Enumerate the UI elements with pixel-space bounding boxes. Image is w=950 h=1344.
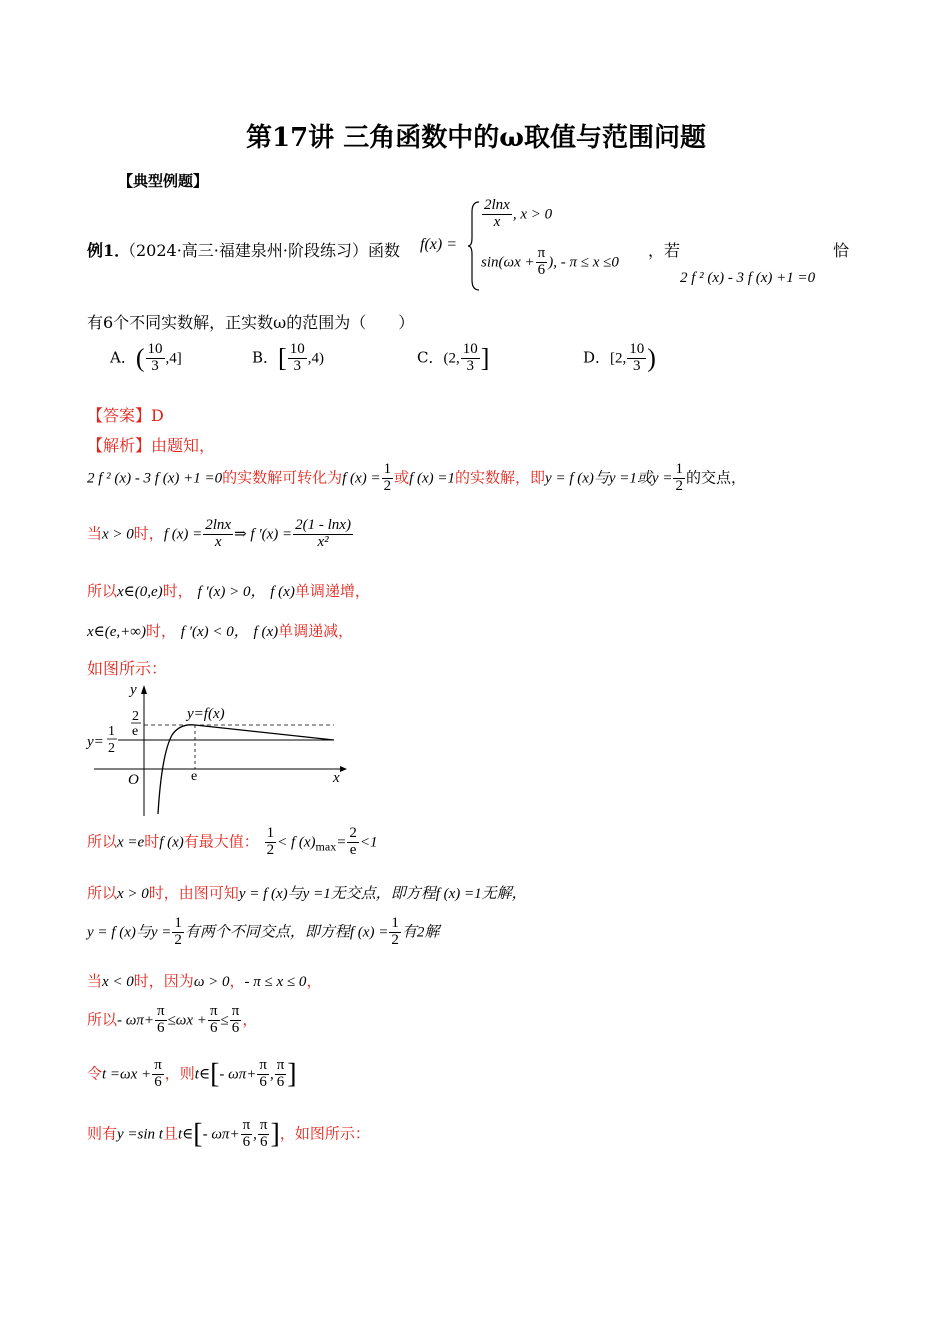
l12-pi-b: π xyxy=(259,1117,268,1133)
l6-sub: max xyxy=(315,839,337,854)
analysis-line-12: 则有y =sin t且t∈[- ωπ+ $\frac{\pi}{6}$ , $\frac{\pi}{6}$ ]，如图所示： xyxy=(87,1117,370,1150)
l10-a: 所以 xyxy=(87,1010,118,1029)
l2-imp: ⇒ f ′(x) = xyxy=(234,526,293,543)
l3-dom: x∈(0,e) xyxy=(117,584,163,600)
l1-two: 2 xyxy=(383,477,392,494)
equation: 2 f ² (x) - 3 f (x) +1 =0 xyxy=(680,270,816,286)
l1-or: 或 xyxy=(394,468,410,487)
option-d[interactable] xyxy=(583,342,656,375)
l12-d: t∈ xyxy=(177,1126,194,1143)
section-heading: 【典型例题】 xyxy=(118,172,209,190)
analysis-line-6 xyxy=(87,826,377,859)
l1-y-two: 2 xyxy=(675,477,683,494)
analysis-line-3 xyxy=(87,580,370,601)
l8-c: 有2解 xyxy=(401,924,440,941)
option-c-right: ] xyxy=(480,343,490,373)
case1 xyxy=(481,198,552,231)
option-b-right: ,4) xyxy=(307,350,324,367)
y-axis-label: y xyxy=(130,682,137,698)
l6-ineq: < f (x) xyxy=(277,834,316,851)
exactly-text: 恰 xyxy=(833,241,850,260)
l7-a: 所以 xyxy=(87,884,118,902)
l1-fx: f (x) = xyxy=(342,470,381,487)
l6-two-b: 2 xyxy=(349,825,357,841)
option-a-right: ,4] xyxy=(165,350,182,367)
case2 xyxy=(481,246,619,279)
answer: 【答案】D xyxy=(87,406,164,425)
l6-shi: 时 xyxy=(144,832,160,851)
l11-a: 令 xyxy=(87,1064,103,1083)
l11-pi-b: π xyxy=(259,1057,267,1073)
half-den: 2 xyxy=(108,741,115,756)
case2-six: 6 xyxy=(537,261,546,278)
l6-f: f (x) xyxy=(159,834,184,851)
l12-f: ，如图所示： xyxy=(279,1124,370,1143)
l11-six-b: 6 xyxy=(259,1073,267,1090)
max-den: e xyxy=(132,724,139,739)
option-c-label: C． xyxy=(417,348,444,367)
l9-c: 时，因为 xyxy=(133,972,194,990)
l7-d: y = f (x)与y =1无交点，即方程f (x) =1无解， xyxy=(238,886,527,902)
option-b-left: [ xyxy=(278,343,287,373)
question-text: 有6个不同实数解，正实数ω的范围为（ ） xyxy=(87,313,415,332)
option-b-num: 10 xyxy=(289,341,305,357)
curve-label: y=f(x) xyxy=(187,706,225,722)
l9-a: 当 xyxy=(87,972,103,990)
l2-when: 当 xyxy=(87,524,103,543)
l6-lt: <1 xyxy=(359,834,378,851)
l6-e: e xyxy=(349,841,357,858)
l11-d: t∈ xyxy=(194,1066,211,1083)
l1-fx1: f (x) =1 xyxy=(409,470,456,487)
l12-pi: π xyxy=(242,1117,251,1133)
e-tick-label: e xyxy=(191,769,198,784)
l8-two-b: 2 xyxy=(391,931,399,948)
l2-den2: x² xyxy=(317,533,329,550)
l6-max: 有最大值： xyxy=(183,832,259,851)
analysis-line-7 xyxy=(87,882,527,903)
option-b-label: B． xyxy=(252,348,279,367)
case1-cond: , x > 0 xyxy=(512,206,553,223)
l4-d: f ′(x) < 0， xyxy=(180,624,249,640)
l8-b: 有两个不同交点，即方程f (x) = xyxy=(184,924,389,941)
l9-b: x < 0 xyxy=(102,974,134,990)
l10-six-c: 6 xyxy=(231,1019,240,1036)
option-d-num: 10 xyxy=(629,341,645,357)
option-d-label: D． xyxy=(583,348,611,367)
case2-expr: sin(ωx + xyxy=(481,254,535,271)
l2-shi: 时， xyxy=(133,524,164,543)
l11-six: 6 xyxy=(154,1073,162,1090)
l8-two: 2 xyxy=(174,931,182,948)
l6-one: 1 xyxy=(266,825,275,841)
option-b[interactable] xyxy=(252,342,324,375)
l10-six-b: 6 xyxy=(209,1019,218,1036)
case1-den: x xyxy=(493,213,501,230)
l9-g: ， xyxy=(306,972,322,990)
l7-c: 时，由图可知 xyxy=(148,884,239,902)
l11-e: - ωπ+ xyxy=(219,1066,257,1083)
l10-pi-c: π xyxy=(231,1003,240,1019)
y-axis-arrow xyxy=(141,685,147,694)
l6-eq: = xyxy=(336,834,347,851)
l9-f: - π ≤ x ≤ 0 xyxy=(244,974,307,990)
case2-cond: ), - π ≤ x ≤0 xyxy=(548,254,619,271)
example-label: 例1． xyxy=(87,241,131,260)
function-graph xyxy=(82,680,352,820)
option-a[interactable] xyxy=(110,342,182,375)
l6-two: 2 xyxy=(266,841,275,858)
piecewise-brace xyxy=(467,200,481,292)
l1-eq: 2 f ² (x) - 3 f (x) +1 =0 xyxy=(87,470,223,487)
option-d-right: ) xyxy=(647,343,656,373)
option-b-den: 3 xyxy=(293,357,301,374)
x-axis-arrow xyxy=(340,766,347,772)
l12-b: y =sin t xyxy=(117,1126,163,1143)
l4-dom: x∈(e,+∞) xyxy=(87,624,146,640)
l11-c: ，则 xyxy=(164,1064,195,1083)
origin-label: O xyxy=(128,772,139,788)
l11-b: t =ωx + xyxy=(102,1066,152,1083)
option-a-den: 3 xyxy=(151,357,159,374)
option-c-num: 10 xyxy=(462,341,478,357)
l11-six-c: 6 xyxy=(276,1073,285,1090)
case1-num: 2lnx xyxy=(484,197,510,213)
l10-b: - ωπ+ xyxy=(117,1012,154,1029)
l2-den: x xyxy=(214,533,222,550)
l1-y-one: 1 xyxy=(675,461,683,477)
l10-pi: π xyxy=(157,1003,165,1019)
option-a-num: 10 xyxy=(147,341,163,357)
page-title: 第17讲 三角函数中的ω取值与范围问题 xyxy=(246,123,706,153)
analysis-line-11: 令t =ωx + $\frac{\pi}{6}$ ，则t∈[- ωπ+ $\frac{\pi}{6}$ , $\frac{\pi}{6}$ ] xyxy=(87,1057,297,1090)
analysis-line-9 xyxy=(87,970,321,991)
l6-so: 所以 xyxy=(87,832,118,851)
option-c-left: (2, xyxy=(443,350,460,367)
l3-f: f (x) xyxy=(270,584,295,600)
l12-a: 则有 xyxy=(87,1124,118,1143)
l10-pi-b: π xyxy=(209,1003,218,1019)
l3-so: 所以 xyxy=(87,582,118,600)
l6-x: x =e xyxy=(117,834,145,851)
option-c-den: 3 xyxy=(466,357,474,374)
analysis-line-10 xyxy=(87,1004,257,1037)
l12-six: 6 xyxy=(242,1133,251,1150)
l10-six: 6 xyxy=(157,1019,165,1036)
option-a-label: A． xyxy=(110,348,136,367)
l1-end: 的实数解，即 xyxy=(455,468,546,487)
l8-one: 1 xyxy=(174,915,182,931)
analysis-line-1 xyxy=(87,462,746,495)
analysis-line-5: 如图所示： xyxy=(87,659,168,678)
l12-c: 且 xyxy=(162,1124,178,1143)
l1-mid: 的实数解可转化为 xyxy=(222,468,343,487)
l8-a: y = f (x)与y = xyxy=(87,924,172,941)
l11-pi-c: π xyxy=(276,1057,285,1073)
l2-num2: 2(1 - lnx) xyxy=(295,517,351,533)
l8-one-b: 1 xyxy=(391,915,399,931)
l3-d: f ′(x) > 0， xyxy=(197,584,266,600)
l12-e: - ωπ+ xyxy=(202,1126,240,1143)
option-d-den: 3 xyxy=(633,357,641,374)
option-a-left: ( xyxy=(135,343,145,373)
l12-six-b: 6 xyxy=(259,1133,268,1150)
example-source: （2024·高三·福建泉州·阶段练习）函数 xyxy=(120,241,400,260)
l9-d: ω > 0 xyxy=(193,974,230,990)
l10-e: ， xyxy=(242,1010,258,1029)
l7-b: x > 0 xyxy=(117,886,149,902)
function-lhs: f(x) = xyxy=(420,236,457,253)
analysis-line-2 xyxy=(87,518,354,551)
if-text: ，若 xyxy=(648,241,681,260)
l3-shi: 时， xyxy=(162,582,193,600)
l4-dec: 单调递减， xyxy=(278,622,354,640)
l4-shi: 时， xyxy=(145,622,176,640)
l10-c: ≤ωx + xyxy=(167,1012,207,1029)
option-d-left: [2, xyxy=(610,350,627,367)
l4-f: f (x) xyxy=(253,624,279,640)
analysis-line-4 xyxy=(87,620,353,641)
l1-tail: 的交点， xyxy=(685,468,746,487)
max-num: 2 xyxy=(132,709,139,724)
l2-num: 2lnx xyxy=(205,517,232,533)
l3-inc: 单调递增， xyxy=(294,582,370,600)
l1-one: 1 xyxy=(383,461,392,477)
l9-e: ， xyxy=(229,972,245,990)
x-axis-label: x xyxy=(333,770,340,786)
l10-d: ≤ xyxy=(220,1012,229,1029)
l11-pi: π xyxy=(154,1057,162,1073)
analysis-line-8 xyxy=(87,916,439,949)
option-c[interactable] xyxy=(417,342,489,375)
case2-pi: π xyxy=(537,245,546,261)
analysis-head: 【解析】由题知， xyxy=(87,436,216,455)
l2-f: f (x) = xyxy=(163,526,203,543)
half-prefix: y= xyxy=(87,734,104,750)
l2-cond: x > 0 xyxy=(102,526,134,543)
half-num: 1 xyxy=(108,724,115,739)
l1-y: y = f (x)与y =1或y = xyxy=(545,470,673,487)
